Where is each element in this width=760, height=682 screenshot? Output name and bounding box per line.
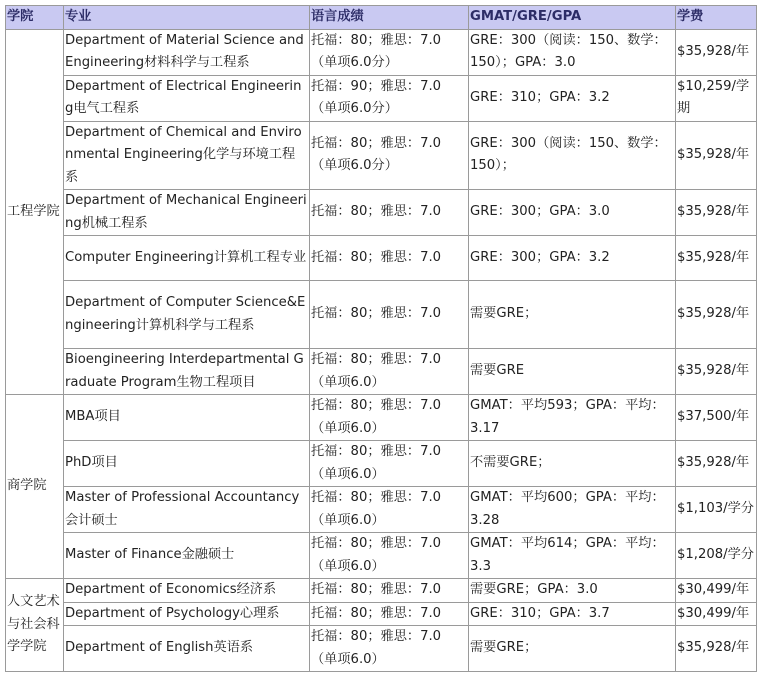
tuition-cell: $35,928/年 (676, 281, 757, 349)
table-row (6, 236, 757, 281)
language-requirement-cell: 托福：80；雅思：7.0 (310, 602, 469, 626)
language-requirement-cell: 托福：80；雅思：7.0（单项6.0） (310, 395, 469, 441)
tuition-cell: $37,500/年 (676, 395, 757, 441)
table-row (6, 626, 757, 672)
major-cell: Department of Psychology心理系 (64, 602, 310, 626)
language-requirement-cell: 托福：80；雅思：7.0 (310, 190, 469, 236)
language-requirement-cell: 托福：80；雅思：7.0（单项6.0分） (310, 121, 469, 190)
language-requirement-cell: 托福：80；雅思：7.0（单项6.0） (310, 533, 469, 579)
header-language: 语言成绩 (310, 6, 469, 30)
table-row (6, 75, 757, 121)
major-cell: Department of Chemical and Environmental Engineering化学与环境工程系 (64, 121, 310, 190)
header-tuition: 学费 (676, 6, 757, 30)
table-row (6, 190, 757, 236)
tuition-cell: $1,208/学分 (676, 533, 757, 579)
table-row (6, 533, 757, 579)
table-row (6, 349, 757, 395)
test-score-cell: 需要GRE；GPA：3.0 (469, 579, 676, 603)
admissions-table (5, 5, 757, 672)
table-row (6, 487, 757, 533)
tuition-cell: $35,928/年 (676, 29, 757, 75)
tuition-cell: $35,928/年 (676, 441, 757, 487)
test-score-cell: GMAT：平均600；GPA：平均：3.28 (469, 487, 676, 533)
test-score-cell: 需要GRE； (469, 281, 676, 349)
language-requirement-cell: 托福：80；雅思：7.0（单项6.0） (310, 441, 469, 487)
major-cell: Department of Electrical Engineering电气工程系 (64, 75, 310, 121)
test-score-cell: GRE：300；GPA：3.0 (469, 190, 676, 236)
school-cell: 商学院 (6, 395, 64, 579)
test-score-cell: GRE：310；GPA：3.7 (469, 602, 676, 626)
tuition-cell: $35,928/年 (676, 121, 757, 190)
tuition-cell: $35,928/年 (676, 190, 757, 236)
school-cell: 工程学院 (6, 29, 64, 395)
major-cell: Department of English英语系 (64, 626, 310, 672)
table-row (6, 395, 757, 441)
header-major: 专业 (64, 6, 310, 30)
major-cell: Master of Professional Accountancy会计硕士 (64, 487, 310, 533)
language-requirement-cell: 托福：80；雅思：7.0（单项6.0分） (310, 29, 469, 75)
major-cell: Department of Mechanical Engineering机械工程系 (64, 190, 310, 236)
test-score-cell: 需要GRE； (469, 626, 676, 672)
test-score-cell: GRE：300（阅读：150、数学：150）；GPA：3.0 (469, 29, 676, 75)
tuition-cell: $10,259/学期 (676, 75, 757, 121)
major-cell: Department of Economics经济系 (64, 579, 310, 603)
header-school: 学院 (6, 6, 64, 30)
test-score-cell: GMAT：平均593；GPA：平均：3.17 (469, 395, 676, 441)
major-cell: PhD项目 (64, 441, 310, 487)
major-cell: Bioengineering Interdepartmental Graduate Program生物工程项目 (64, 349, 310, 395)
tuition-cell: $35,928/年 (676, 349, 757, 395)
table-body (6, 29, 757, 672)
test-score-cell: 需要GRE (469, 349, 676, 395)
language-requirement-cell: 托福：80；雅思：7.0 (310, 281, 469, 349)
tuition-cell: $1,103/学分 (676, 487, 757, 533)
tuition-cell: $35,928/年 (676, 236, 757, 281)
table-row (6, 579, 757, 603)
major-cell: Department of Computer Science&Engineering计算机科学与工程系 (64, 281, 310, 349)
major-cell: Department of Material Science and Engineering材料科学与工程系 (64, 29, 310, 75)
school-cell: 人文艺术与社会科学学院 (6, 579, 64, 672)
language-requirement-cell: 托福：90；雅思：7.0（单项6.0分） (310, 75, 469, 121)
language-requirement-cell: 托福：80；雅思：7.0（单项6.0） (310, 487, 469, 533)
language-requirement-cell: 托福：80；雅思：7.0 (310, 579, 469, 603)
table-row (6, 281, 757, 349)
major-cell: Master of Finance金融硕士 (64, 533, 310, 579)
test-score-cell: GRE：300；GPA：3.2 (469, 236, 676, 281)
language-requirement-cell: 托福：80；雅思：7.0（单项6.0） (310, 349, 469, 395)
table-row (6, 29, 757, 75)
major-cell: Computer Engineering计算机工程专业 (64, 236, 310, 281)
language-requirement-cell: 托福：80；雅思：7.0（单项6.0） (310, 626, 469, 672)
major-cell: MBA项目 (64, 395, 310, 441)
tuition-cell: $30,499/年 (676, 579, 757, 603)
table-row (6, 602, 757, 626)
table-header (6, 6, 757, 30)
header-test-scores: GMAT/GRE/GPA (469, 6, 676, 30)
table-row (6, 121, 757, 190)
tuition-cell: $30,499/年 (676, 602, 757, 626)
test-score-cell: GMAT：平均614；GPA：平均：3.3 (469, 533, 676, 579)
header-row (6, 6, 757, 30)
language-requirement-cell: 托福：80；雅思：7.0 (310, 236, 469, 281)
tuition-cell: $35,928/年 (676, 626, 757, 672)
test-score-cell: 不需要GRE； (469, 441, 676, 487)
table-row (6, 441, 757, 487)
test-score-cell: GRE：310；GPA：3.2 (469, 75, 676, 121)
test-score-cell: GRE：300（阅读：150、数学：150）； (469, 121, 676, 190)
